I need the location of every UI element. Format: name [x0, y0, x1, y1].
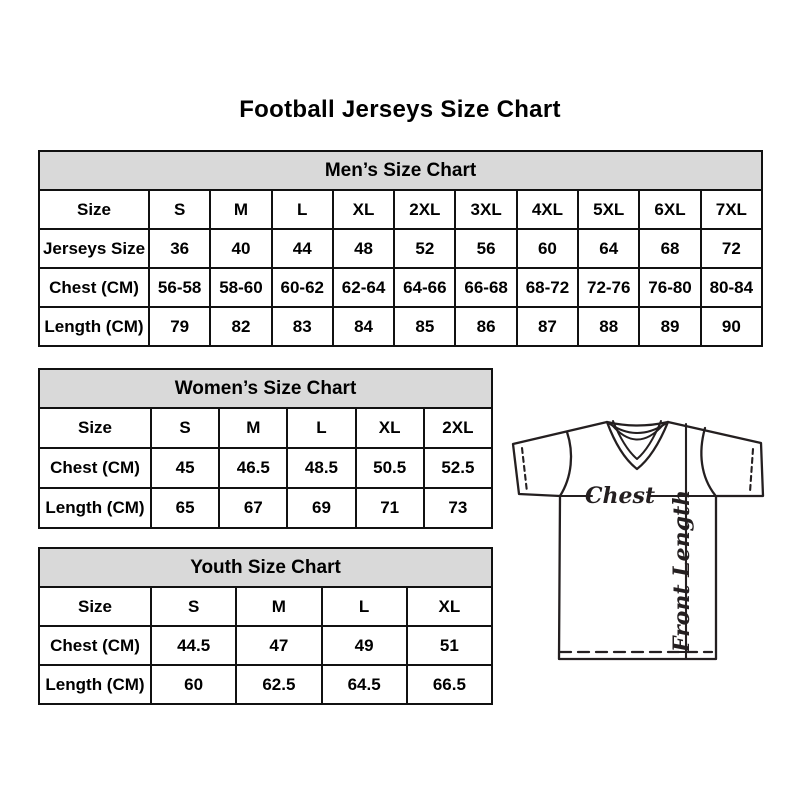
men-cell: 44 — [272, 229, 333, 268]
women-row-label: Size — [39, 408, 151, 448]
men-table-row — [39, 190, 762, 229]
youth-cell: 49 — [322, 626, 407, 665]
men-cell: 88 — [578, 307, 639, 346]
men-cell: 2XL — [394, 190, 455, 229]
left-armhole-seam — [560, 432, 571, 496]
men-row-label: Jerseys Size — [39, 229, 149, 268]
men-cell: 48 — [333, 229, 394, 268]
men-row-label: Length (CM) — [39, 307, 149, 346]
women-cell: 46.5 — [219, 448, 287, 488]
men-cell: 3XL — [455, 190, 516, 229]
women-cell: 69 — [287, 488, 355, 528]
youth-size-table — [38, 547, 493, 705]
men-table-row — [39, 229, 762, 268]
front-length-label: Front Length — [669, 489, 695, 653]
women-row-label: Chest (CM) — [39, 448, 151, 488]
men-row-label: Size — [39, 190, 149, 229]
women-table-row — [39, 448, 492, 488]
men-table-row — [39, 268, 762, 307]
men-cell: 6XL — [639, 190, 700, 229]
chest-label: Chest — [584, 483, 656, 509]
youth-table-row — [39, 587, 492, 626]
youth-cell: 64.5 — [322, 665, 407, 704]
men-row-label: Chest (CM) — [39, 268, 149, 307]
men-cell: 90 — [701, 307, 762, 346]
youth-row-label: Chest (CM) — [39, 626, 151, 665]
women-cell: M — [219, 408, 287, 448]
men-cell: 86 — [455, 307, 516, 346]
women-cell: 2XL — [424, 408, 492, 448]
men-cell: 83 — [272, 307, 333, 346]
men-cell: 87 — [517, 307, 578, 346]
women-table-title: Women’s Size Chart — [39, 369, 492, 408]
men-table-title: Men’s Size Chart — [39, 151, 762, 190]
right-cuff-stitch-line — [750, 449, 753, 492]
men-cell: 56 — [455, 229, 516, 268]
men-cell: 66-68 — [455, 268, 516, 307]
women-cell: 65 — [151, 488, 219, 528]
men-cell: 36 — [149, 229, 210, 268]
men-cell: 79 — [149, 307, 210, 346]
men-cell: 4XL — [517, 190, 578, 229]
men-cell: 64-66 — [394, 268, 455, 307]
youth-cell: L — [322, 587, 407, 626]
youth-cell: 66.5 — [407, 665, 492, 704]
men-cell: XL — [333, 190, 394, 229]
youth-row-label: Length (CM) — [39, 665, 151, 704]
men-cell: 85 — [394, 307, 455, 346]
page-title: Football Jerseys Size Chart — [239, 96, 561, 123]
women-cell: 50.5 — [356, 448, 424, 488]
women-cell: 45 — [151, 448, 219, 488]
mens-size-table — [38, 150, 763, 347]
youth-cell: XL — [407, 587, 492, 626]
women-cell: 71 — [356, 488, 424, 528]
men-cell: 52 — [394, 229, 455, 268]
youth-table-row — [39, 665, 492, 704]
youth-cell: 60 — [151, 665, 236, 704]
youth-cell: S — [151, 587, 236, 626]
men-cell: 68 — [639, 229, 700, 268]
men-cell: 82 — [210, 307, 271, 346]
youth-table-title: Youth Size Chart — [39, 548, 492, 587]
youth-cell: 44.5 — [151, 626, 236, 665]
women-cell: S — [151, 408, 219, 448]
men-cell: 58-60 — [210, 268, 271, 307]
womens-size-table — [38, 368, 493, 529]
men-cell: 76-80 — [639, 268, 700, 307]
women-cell: L — [287, 408, 355, 448]
men-cell: 72-76 — [578, 268, 639, 307]
women-table-row — [39, 488, 492, 528]
women-cell: XL — [356, 408, 424, 448]
youth-table-row — [39, 626, 492, 665]
jersey-measurement-diagram — [500, 405, 770, 667]
men-table-row — [39, 307, 762, 346]
women-cell: 52.5 — [424, 448, 492, 488]
men-cell: L — [272, 190, 333, 229]
women-cell: 67 — [219, 488, 287, 528]
women-row-label: Length (CM) — [39, 488, 151, 528]
women-cell: 73 — [424, 488, 492, 528]
men-cell: 5XL — [578, 190, 639, 229]
youth-row-label: Size — [39, 587, 151, 626]
left-cuff-stitch-line — [522, 448, 527, 492]
men-cell: S — [149, 190, 210, 229]
men-cell: 7XL — [701, 190, 762, 229]
men-cell: M — [210, 190, 271, 229]
youth-cell: 47 — [236, 626, 321, 665]
men-cell: 68-72 — [517, 268, 578, 307]
men-cell: 62-64 — [333, 268, 394, 307]
men-cell: 80-84 — [701, 268, 762, 307]
men-cell: 60-62 — [272, 268, 333, 307]
youth-cell: 51 — [407, 626, 492, 665]
men-cell: 72 — [701, 229, 762, 268]
men-cell: 40 — [210, 229, 271, 268]
men-cell: 84 — [333, 307, 394, 346]
youth-cell: M — [236, 587, 321, 626]
women-table-row — [39, 408, 492, 448]
youth-cell: 62.5 — [236, 665, 321, 704]
men-cell: 60 — [517, 229, 578, 268]
women-cell: 48.5 — [287, 448, 355, 488]
right-armhole-seam — [701, 428, 715, 495]
men-cell: 64 — [578, 229, 639, 268]
men-cell: 56-58 — [149, 268, 210, 307]
men-cell: 89 — [639, 307, 700, 346]
